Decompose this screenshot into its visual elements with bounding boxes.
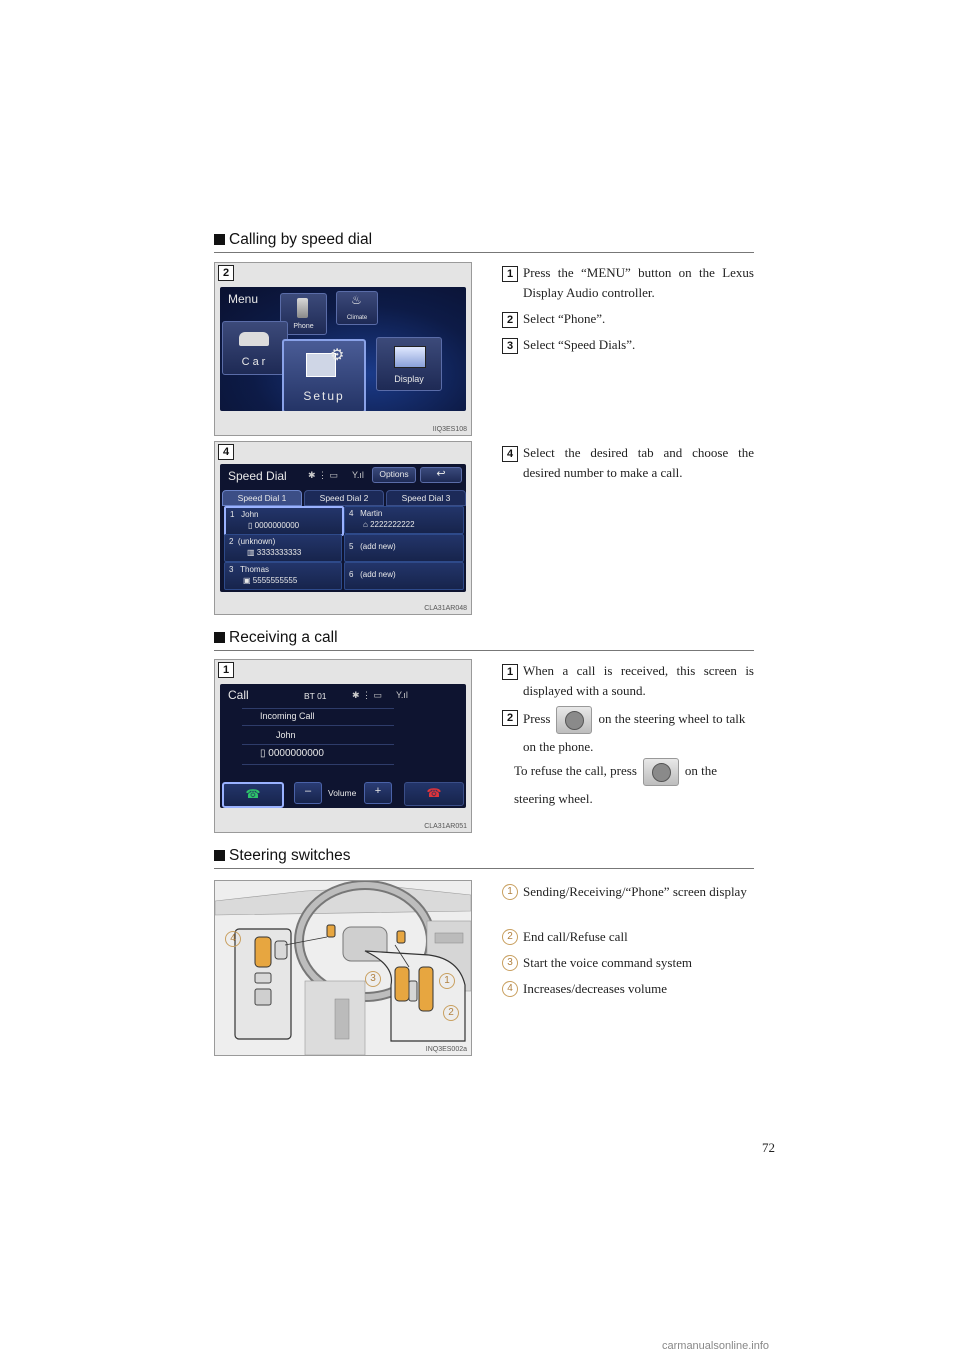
figure-badge: 2 xyxy=(218,265,234,281)
step-badge: 1 xyxy=(502,664,518,680)
other-phone-icon: ▣ xyxy=(243,576,251,585)
home-icon: ⌂ xyxy=(363,520,368,529)
step-1 xyxy=(502,263,754,303)
call-screen xyxy=(220,684,466,808)
back-arrow-icon: ↩ xyxy=(436,468,446,480)
tile-car[interactable] xyxy=(222,321,288,375)
legend-item-3 xyxy=(502,953,754,973)
options-button[interactable]: Options xyxy=(372,467,416,483)
back-button[interactable] xyxy=(420,467,462,483)
receive-step-1 xyxy=(502,661,754,701)
legend-text: Start the voice command system xyxy=(523,955,692,970)
figure-id: IIQ3ES108 xyxy=(432,426,467,433)
step-text: Select “Phone”. xyxy=(523,311,606,326)
climate-icon: ♨ xyxy=(351,293,362,307)
bluetooth-icon: ✱ ⋮ ▭ xyxy=(308,470,339,480)
legend-number: 2 xyxy=(502,929,518,945)
volume-down-button[interactable]: – xyxy=(294,782,322,804)
step-text: Select the desired tab and choose the desired number to make a call. xyxy=(523,445,754,480)
building-icon: ▥ xyxy=(247,548,255,557)
step-badge: 2 xyxy=(502,312,518,328)
phone-icon xyxy=(297,298,308,318)
callout-2: 2 xyxy=(443,1005,459,1021)
callout-3: 3 xyxy=(365,971,381,987)
gear-icon: ⚙ xyxy=(330,347,345,364)
tab-speed-dial-1[interactable]: Speed Dial 1 xyxy=(222,490,302,506)
tab-speed-dial-3[interactable]: Speed Dial 3 xyxy=(386,490,466,506)
speed-dial-title: Speed Dial xyxy=(228,469,287,483)
step-text: Press the “MENU” button on the Lexus Display Audio controller. xyxy=(523,265,754,300)
section-title-receiving: Receiving a call xyxy=(214,629,754,651)
car-icon xyxy=(239,332,269,346)
legend-number: 4 xyxy=(502,981,518,997)
figure-id: CLA31AR051 xyxy=(424,823,467,830)
step-text: When a call is received, this screen is displayed with a sound. xyxy=(523,663,754,698)
phone-icon: ▯ xyxy=(248,521,253,530)
legend-number: 1 xyxy=(502,884,518,900)
steering-hangup-button-icon xyxy=(643,758,679,786)
signal-icon: Y.ıl xyxy=(352,470,364,480)
figure-badge: 1 xyxy=(218,662,234,678)
page-number: 72 xyxy=(762,1140,775,1155)
step-3 xyxy=(502,335,754,355)
answer-call-button[interactable] xyxy=(222,782,284,808)
step-badge: 1 xyxy=(502,266,518,282)
steering-talk-button-icon xyxy=(556,706,592,734)
refuse-note: To refuse the call, press on the steering wheel. xyxy=(514,758,754,812)
legend-item-2 xyxy=(502,927,754,947)
volume-label: Volume xyxy=(328,788,357,798)
section-title-steering: Steering switches xyxy=(214,847,754,869)
figure-badge: 4 xyxy=(218,444,234,460)
tab-speed-dial-2[interactable]: Speed Dial 2 xyxy=(304,490,384,506)
tile-display[interactable] xyxy=(376,337,442,391)
menu-screen xyxy=(220,287,466,411)
tile-climate-label: Climate xyxy=(346,315,368,321)
figure-steering-switches xyxy=(214,880,472,1056)
tile-car-label: Car xyxy=(241,356,269,368)
device-name: BT 01 xyxy=(304,691,327,701)
speed-dial-screen xyxy=(220,464,466,592)
incoming-call-label: Incoming Call xyxy=(260,711,315,721)
speed-dial-entry-5[interactable]: 5 (add new) xyxy=(344,534,464,562)
speed-dial-entry-1[interactable]: 1 John ▯ 0000000000 xyxy=(224,506,344,536)
volume-up-button[interactable]: + xyxy=(364,782,392,804)
tile-setup[interactable] xyxy=(282,339,366,411)
figure-call xyxy=(214,659,472,833)
square-bullet-icon xyxy=(214,632,225,643)
call-title: Call xyxy=(228,688,249,702)
figure-speed-dial xyxy=(214,441,472,615)
step-badge: 4 xyxy=(502,446,518,462)
caller-number: ▯ 0000000000 xyxy=(260,748,324,759)
bluetooth-icon: ✱ ⋮ ▭ xyxy=(352,690,383,700)
menu-title: Menu xyxy=(228,292,259,306)
legend-text: Increases/decreases volume xyxy=(523,981,668,996)
legend-number: 3 xyxy=(502,955,518,971)
receive-step-2: 2 Press on the steering wheel to talk on the phone. xyxy=(502,706,754,760)
step-2 xyxy=(502,309,754,329)
square-bullet-icon xyxy=(214,234,225,245)
speed-dial-entry-4[interactable]: 4 Martin ⌂ 2222222222 xyxy=(344,506,464,534)
hang-up-icon: ☎ xyxy=(426,786,442,800)
speed-dial-entry-2[interactable]: 2 (unknown) ▥ 3333333333 xyxy=(224,534,342,562)
step-badge: 3 xyxy=(502,338,518,354)
figure-id: INQ3ES002a xyxy=(425,1046,467,1053)
caller-name: John xyxy=(276,730,296,740)
figure-menu xyxy=(214,262,472,436)
square-bullet-icon xyxy=(214,850,225,861)
section-title-speed-dial: Calling by speed dial xyxy=(214,231,754,253)
speed-dial-entry-6[interactable]: 6 (add new) xyxy=(344,562,464,590)
callout-1: 1 xyxy=(439,973,455,989)
answer-phone-icon: ☎ xyxy=(245,787,261,801)
tile-phone-label: Phone xyxy=(293,323,314,330)
speed-dial-entry-3[interactable]: 3 Thomas ▣ 5555555555 xyxy=(224,562,342,590)
phone-icon: ▯ xyxy=(260,748,266,759)
legend-item-1 xyxy=(502,882,754,902)
tile-setup-label: Setup xyxy=(303,389,345,403)
tile-climate[interactable] xyxy=(336,291,378,325)
legend-text: Sending/Receiving/“Phone” screen display xyxy=(523,884,747,899)
signal-icon: Y.ıl xyxy=(396,690,408,700)
decline-call-button[interactable] xyxy=(404,782,464,806)
steering-wheel-illustration xyxy=(215,881,471,1055)
callout-4: 4 xyxy=(225,931,241,947)
tile-display-label: Display xyxy=(394,374,424,384)
display-icon xyxy=(394,346,426,368)
legend-text: End call/Refuse call xyxy=(523,929,628,944)
step-4 xyxy=(502,443,754,483)
step-text: Select “Speed Dials”. xyxy=(523,337,636,352)
figure-id: CLA31AR048 xyxy=(424,605,467,612)
step-badge: 2 xyxy=(502,710,518,726)
footer-watermark: carmanualsonline.info xyxy=(662,1340,770,1352)
legend-item-4 xyxy=(502,979,754,999)
